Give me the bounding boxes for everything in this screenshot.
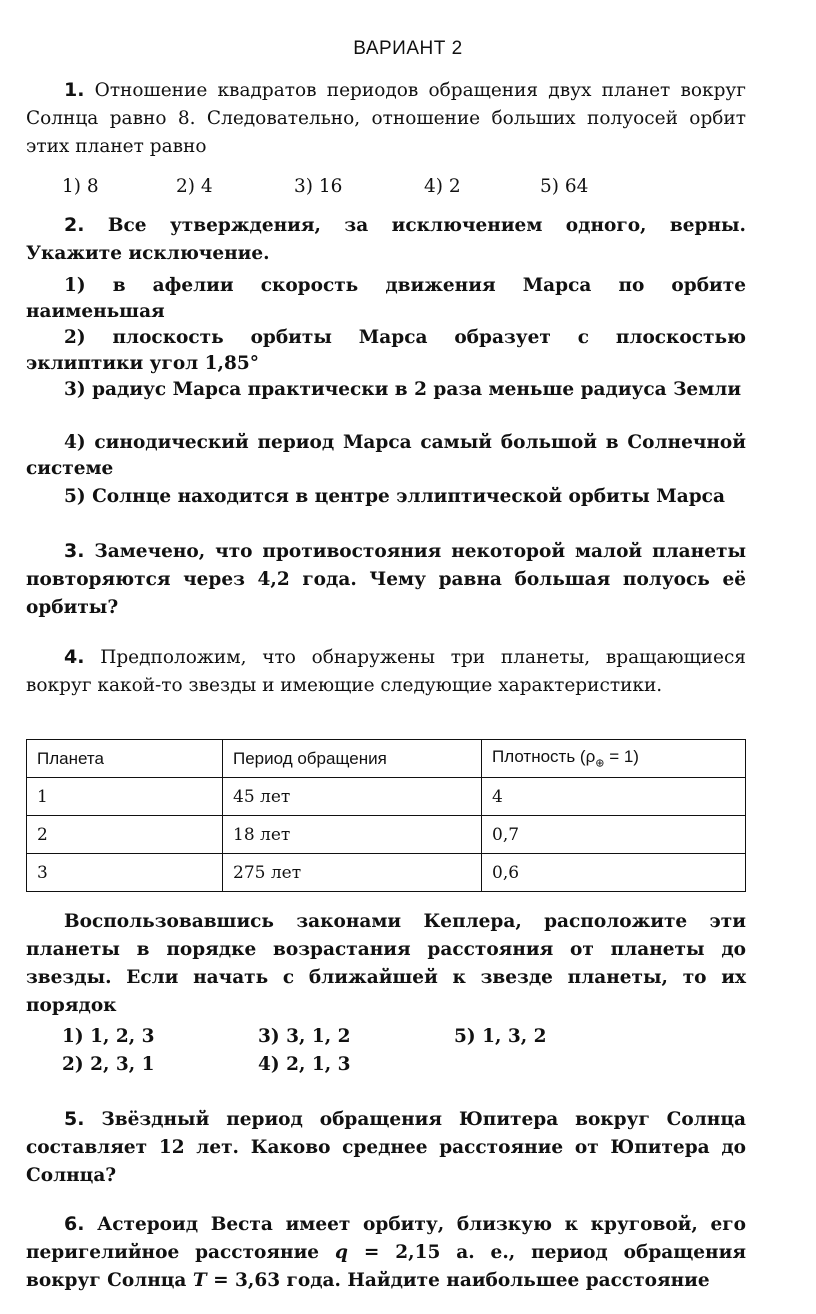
question-5-text: Звёздный период обращения Юпитера вокруг Солнца составляет 12 лет. Каково среднее расстояние от Юпитера до Солнца? — [26, 1109, 746, 1186]
question-4-text: Предположим, что обнаружены три планеты, вращающиеся вокруг какой-то звезды и имеющие следующие характеристики. — [26, 647, 746, 696]
table-row — [27, 816, 746, 854]
table-cell: 275 лет — [223, 854, 482, 892]
question-1-number: 1. — [64, 79, 85, 101]
option: 2) 4 — [176, 176, 213, 197]
table-row — [27, 778, 746, 816]
question-2 — [26, 211, 746, 268]
table-cell: 18 лет — [223, 816, 482, 854]
table-cell: 0,6 — [482, 854, 746, 892]
question-6-text-c: = 3,63 года. Найдите наибольшее расстояние — [206, 1270, 710, 1291]
question-6-text-b: = 2,15 а. е., период обращения вокруг Солнца — [26, 1242, 746, 1291]
option: 3) 3, 1, 2 — [258, 1026, 351, 1047]
question-1-text: Отношение квадратов периодов обращения двух планет вокруг Солнца равно 8. Следовательно, отношение больших полуосей орбит этих планет равно — [26, 80, 746, 157]
table-cell: 1 — [27, 778, 223, 816]
table-cell: 45 лет — [223, 778, 482, 816]
table-row — [27, 854, 746, 892]
table-header-cell: Планета — [27, 740, 223, 778]
planets-table — [26, 739, 746, 892]
question-2-item-4: 4) синодический период Марса самый большой в Солнечной системе — [26, 432, 746, 479]
table-header-row — [27, 740, 746, 778]
question-5 — [26, 1105, 746, 1190]
question-2-item-2: 2) плоскость орбиты Марса образует с плоскостью эклиптики угол 1,85° — [26, 327, 746, 374]
variable-q: q — [335, 1242, 348, 1263]
table-cell: 4 — [482, 778, 746, 816]
question-3 — [26, 537, 746, 622]
question-2-number: 2. — [64, 214, 85, 236]
option: 3) 16 — [294, 176, 343, 197]
option: 1) 1, 2, 3 — [62, 1026, 155, 1047]
question-4-number: 4. — [64, 646, 85, 668]
table-cell: 3 — [27, 854, 223, 892]
option: 4) 2, 1, 3 — [258, 1054, 351, 1075]
question-2-item-1: 1) в афелии скорость движения Марса по орбите наименьшая — [26, 275, 746, 322]
question-4 — [26, 643, 746, 700]
question-6-text-a: Астероид Веста имеет орбиту, близкую к круговой, его перигелийное расстояние — [26, 1214, 746, 1263]
variant-title: ВАРИАНТ 2 — [353, 38, 463, 59]
question-2-item-3: 3) радиус Марса практически в 2 раза меньше радиуса Земли — [64, 379, 742, 400]
table-cell: 2 — [27, 816, 223, 854]
variable-t: T — [192, 1270, 207, 1291]
option: 5) 64 — [540, 176, 589, 197]
question-2-text: Все утверждения, за исключением одного, верны. Укажите исключение. — [26, 215, 746, 264]
option: 4) 2 — [424, 176, 461, 197]
question-3-text: Замечено, что противостояния некоторой малой планеты повторяются через 4,2 года. Чему равна большая полуось её орбиты? — [26, 541, 746, 618]
table-cell: 0,7 — [482, 816, 746, 854]
question-4-text-2: Воспользовавшись законами Кеплера, расположите эти планеты в порядке возрастания расстояния от планеты до звезды. Если начать с ближайшей к звезде планеты, то их порядок — [26, 911, 746, 1016]
question-6-number: 6. — [64, 1213, 85, 1235]
question-3-number: 3. — [64, 540, 85, 562]
table-header-cell: Период обращения — [223, 740, 482, 778]
option: 2) 2, 3, 1 — [62, 1054, 155, 1075]
option: 5) 1, 3, 2 — [454, 1026, 547, 1047]
option: 1) 8 — [62, 176, 99, 197]
question-2-item-5: 5) Солнце находится в центре эллиптической орбиты Марса — [64, 486, 725, 507]
question-5-number: 5. — [64, 1108, 85, 1130]
question-6 — [26, 1210, 746, 1295]
question-1 — [26, 76, 746, 161]
table-header-density: Плотность $(\rho_\oplus = 1)$ — [482, 740, 746, 778]
